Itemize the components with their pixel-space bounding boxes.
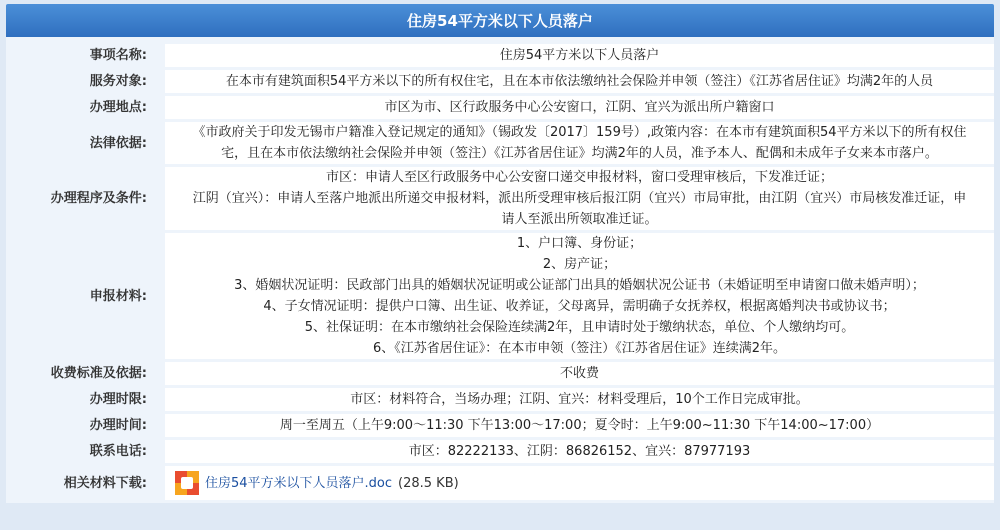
legal-basis-line: 宅，且在本市依法缴纳社会保险并申领（签注）《江苏省居住证》均满2年的人员，准予本人、配偶和未成年子女来本市落户。 xyxy=(221,146,938,161)
materials-line: 5、社保证明：在本市缴纳社会保险连续满2年，且申请时处于缴纳状态，单位、个人缴纳均可。 xyxy=(304,320,855,335)
row-materials xyxy=(6,233,994,359)
time-limit-label: 办理时限: xyxy=(6,388,165,411)
row-location xyxy=(6,96,994,119)
item-name-value: 住房54平方米以下人员落户 xyxy=(165,44,994,67)
row-procedure xyxy=(6,167,994,230)
materials-value xyxy=(165,233,994,359)
materials-line: 1、户口簿、身份证； xyxy=(516,236,643,251)
procedure-line: 江阴（宜兴）：申请人至落户地派出所递交申报材料，派出所受理审核后报江阴（宜兴）市局审批，由江阴（宜兴）市局核发准迁证，申 xyxy=(192,191,967,206)
download-value xyxy=(165,466,994,500)
materials-label: 申报材料: xyxy=(6,233,165,359)
row-service-target xyxy=(6,70,994,93)
row-office-hours xyxy=(6,414,994,437)
procedure-label: 办理程序及条件: xyxy=(6,167,165,230)
procedure-line: 市区：申请人至区行政服务中心公安窗口递交申报材料，窗口受理审核后，下发准迁证； xyxy=(325,170,833,185)
procedure-line: 请人至派出所领取准迁证。 xyxy=(501,212,658,227)
phone-label: 联系电话: xyxy=(6,440,165,463)
download-file-link[interactable]: 住房54平方米以下人员落户.doc xyxy=(205,475,393,491)
location-label: 办理地点: xyxy=(6,96,165,119)
office-hours-value: 周一至周五（上午9:00～11:30 下午13:00～17:00；夏令时：上午9:00~11:30 下午14:00~17:00） xyxy=(165,414,994,437)
service-target-value: 在本市有建筑面积54平方米以下的所有权住宅，且在本市依法缴纳社会保险并申领（签注）《江苏省居住证》均满2年的人员 xyxy=(165,70,994,93)
file-size: (28.5 KB) xyxy=(398,475,459,491)
fees-label: 收费标准及依据: xyxy=(6,362,165,385)
procedure-value xyxy=(165,167,994,230)
legal-basis-line: 《市政府关于印发无锡市户籍准入登记规定的通知》（锡政发〔2017〕159号）,政策内容：在本市有建筑面积54平方米以下的所有权住 xyxy=(192,125,967,140)
row-item-name xyxy=(6,44,994,67)
row-download xyxy=(6,466,994,500)
download-item xyxy=(175,466,984,500)
row-legal-basis xyxy=(6,122,994,164)
materials-line: 3、婚姻状况证明：民政部门出具的婚姻状况证明或公证部门出具的婚姻状况公证书（未婚证明至申请窗口做未婚声明）； xyxy=(234,278,925,293)
phone-value: 市区：82222133、江阴：86826152、宜兴：87977193 xyxy=(165,440,994,463)
office-doc-icon[interactable] xyxy=(175,471,199,495)
row-phone xyxy=(6,440,994,463)
materials-line: 2、房产证； xyxy=(542,257,617,272)
materials-line: 6、《江苏省居住证》：在本市申领（签注）《江苏省居住证》连续满2年。 xyxy=(372,341,787,356)
time-limit-value: 市区：材料符合，当场办理；江阴、宜兴：材料受理后，10个工作日完成审批。 xyxy=(165,388,994,411)
legal-basis-label: 法律依据: xyxy=(6,122,165,164)
info-table xyxy=(6,41,994,503)
office-hours-label: 办理时间: xyxy=(6,414,165,437)
row-fees xyxy=(6,362,994,385)
location-value: 市区为市、区行政服务中心公安窗口，江阴、宜兴为派出所户籍窗口 xyxy=(165,96,994,119)
legal-basis-value xyxy=(165,122,994,164)
row-time-limit xyxy=(6,388,994,411)
service-target-label: 服务对象: xyxy=(6,70,165,93)
page-title: 住房54平方米以下人员落户 xyxy=(6,4,994,37)
materials-line: 4、子女情况证明：提供户口簿、出生证、收养证，父母离异，需明确子女抚养权，根据离婚判决书或协议书； xyxy=(263,299,896,314)
info-table-container xyxy=(6,37,994,503)
item-name-label: 事项名称: xyxy=(6,44,165,67)
download-label: 相关材料下载: xyxy=(6,466,165,500)
fees-value: 不收费 xyxy=(165,362,994,385)
